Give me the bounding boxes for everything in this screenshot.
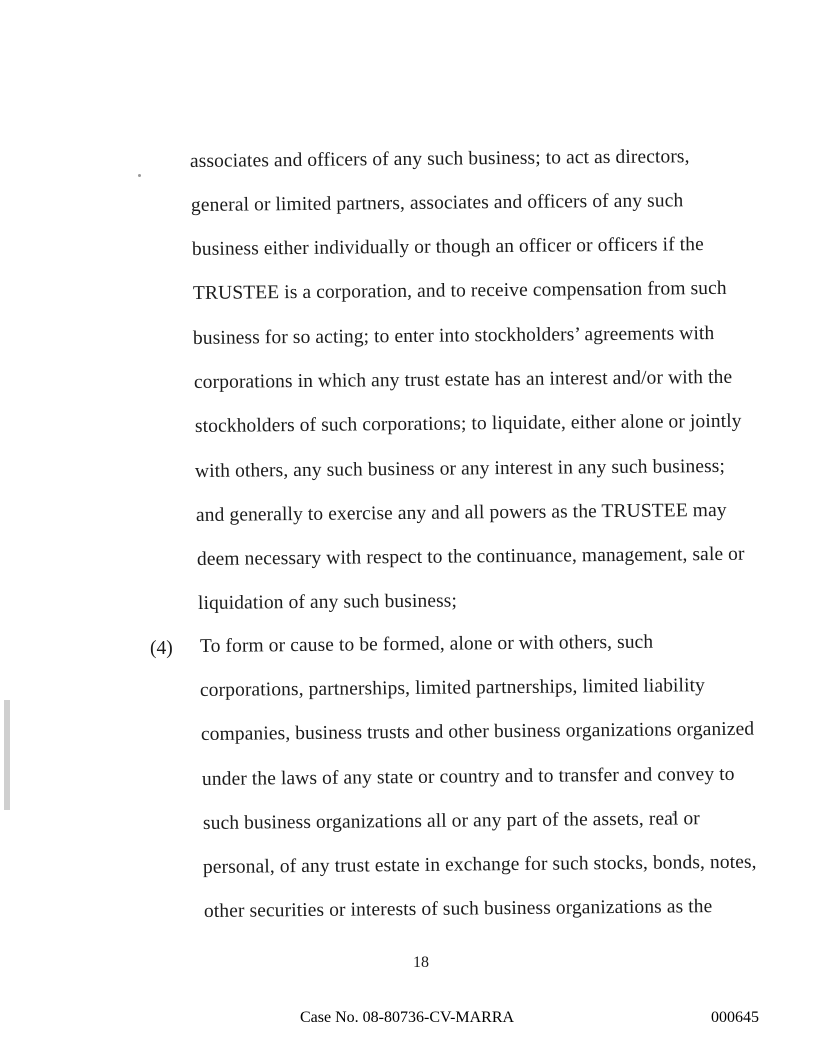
scan-speck (138, 174, 141, 177)
body-line: corporations in which any trust estate has an interest and/or with the (193, 366, 733, 393)
item-4-line: other securities or interests of such business organizations as the (203, 896, 713, 922)
item-4-line: such business organizations all or any part of the assets, real or (202, 808, 700, 834)
case-number: Case No. 08-80736-CV-MARRA (300, 1009, 515, 1026)
item-4-line: corporations, partnerships, limited partnerships, limited liability (199, 675, 706, 701)
page-number: 18 (413, 954, 429, 971)
scan-edge-mark (4, 700, 10, 810)
body-line: stockholders of such corporations; to liquidate, either alone or jointly (194, 410, 742, 437)
item-number: (4) (150, 638, 173, 659)
item-4-line: personal, of any trust estate in exchange for such stocks, bonds, notes, (202, 851, 757, 878)
body-line: business for so acting; to enter into stockholders’ agreements with (192, 322, 715, 349)
body-line: general or limited partners, associates and officers of any such (190, 190, 684, 216)
item-4-line: To form or cause to be formed, alone or with others, such (199, 631, 654, 657)
body-line: business either individually or though an officer or officers if the (191, 234, 704, 260)
body-line: liquidation of any such business; (197, 590, 458, 614)
body-line: and generally to exercise any and all powers as the TRUSTEE may (195, 499, 727, 526)
body-line: associates and officers of any such business; to act as directors, (189, 146, 690, 172)
body-line: TRUSTEE is a corporation, and to receive compensation from such (192, 277, 727, 304)
item-4-line: companies, business trusts and other business organizations organized (200, 718, 755, 745)
item-4-line: under the laws of any state or country and to transfer and convey to (201, 763, 735, 790)
body-line: with others, any such business or any interest in any such business; (194, 455, 726, 482)
bates-number: 000645 (711, 1009, 759, 1026)
body-line: deem necessary with respect to the continuance, management, sale or (196, 543, 745, 570)
